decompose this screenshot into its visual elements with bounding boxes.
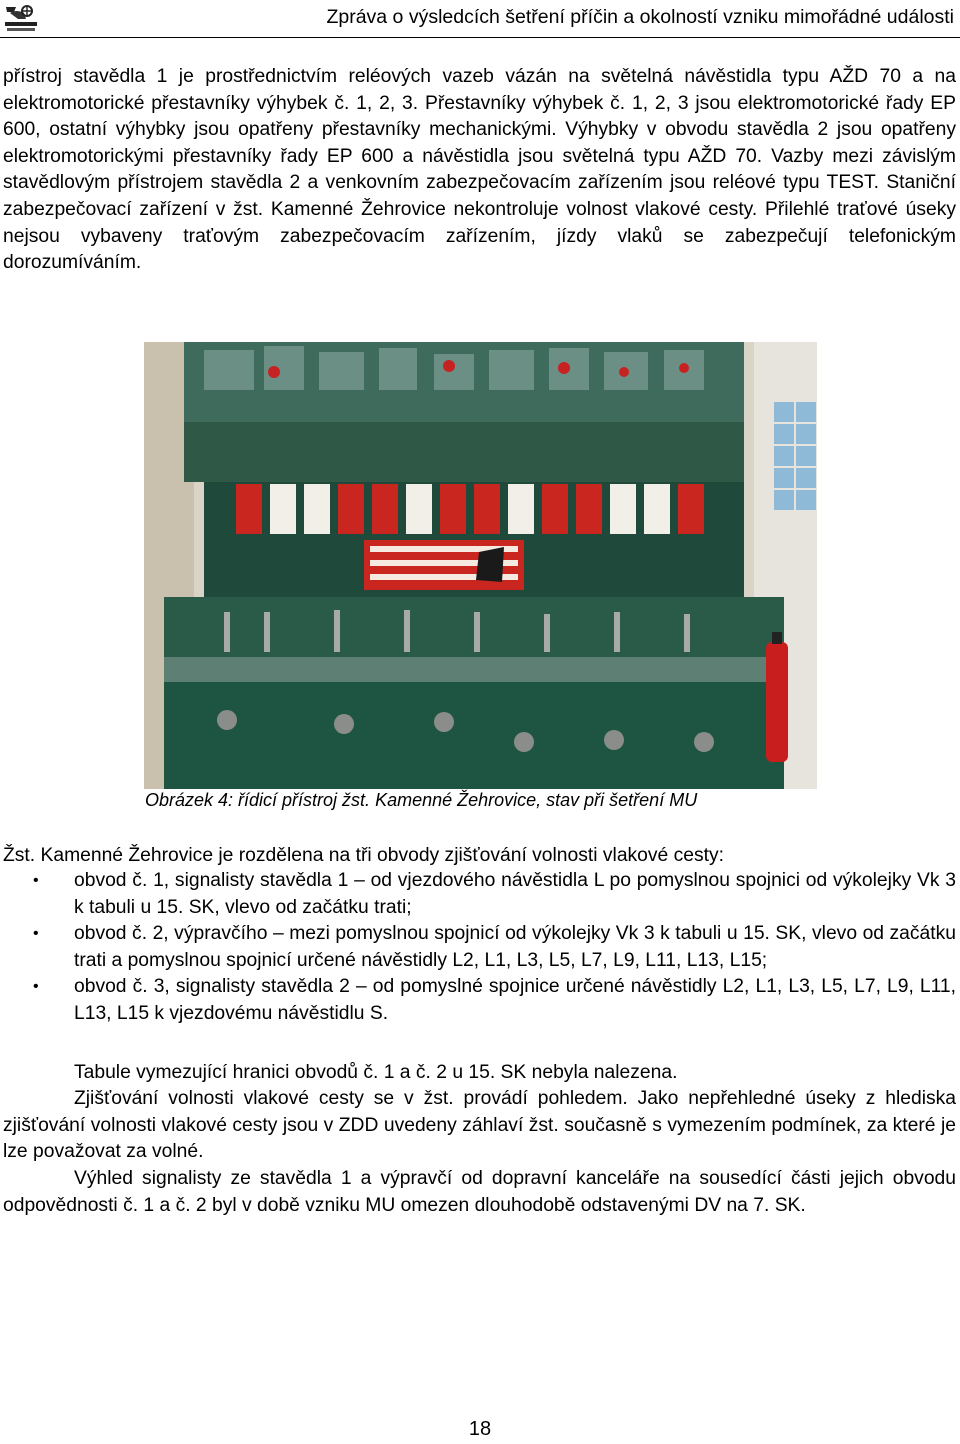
bullet-icon: • [33,978,39,996]
control-panel-illustration [144,342,817,789]
control-panel-photo [144,342,817,789]
circuits-intro: Žst. Kamenné Žehrovice je rozdělena na tři obvody zjišťování volnosti vlakové cesty: [3,845,724,866]
paragraph-signalling-equipment: přístroj stavědla 1 je prostřednictvím reléových vazeb vázán na světelná návěstidla typu AŽD 70 a na elektromotorické přestavníky výhybek č. 1, 2, 3. Přestavníky výhybek č. 1, 2, 3 jsou elektromotorické řady EP 600, ostatní výhybky jsou opatřeny přestavníky mechanickými. Výhybky v obvodu stavědla 2 jsou opatřeny elektromotorickými přestavníky řady EP 600 a návěstidla jsou světelná typu AŽD 70. Vazby mezi závislým stavědlovým přístrojem stavědla 2 a venkovním zabezpečovacím zařízením jsou reléové typu TEST. Staniční zabezpečovací zařízení v žst. Kamenné Žehrovice nekontroluje volnost vlakové cesty. Přilehlé traťové úseky nejsou vybaveny traťovým zabezpečovacím zařízením, jízdy vlaků se zabezpečují telefonickým dorozumíváním. [3,66,956,274]
header-title: Zpráva o výsledcích šetření příčin a okolností vzniku mimořádné události [326,6,954,28]
page-header [0,0,960,40]
paragraph-view-limitation: Výhled signalisty ze stavědla 1 a výpravčí od dopravní kanceláře na sousedící části jejich obvodu odpovědnosti č. 1 a č. 2 byl v době vzniku MU omezen dlouhodobě odstavenými DV na 7. SK. [3,1168,956,1216]
bullet-icon: • [33,925,39,943]
circuits-list [0,868,956,1028]
page-number: 18 [468,1418,492,1440]
list-item-text: obvod č. 1, signalisty stavědla 1 – od vjezdového návěstidla L po pomyslnou spojnici od výkolejky Vk 3 k tabuli u 15. SK, vlevo od začátku trati; [74,870,956,918]
bullet-icon: • [33,872,39,889]
list-item [0,868,956,921]
paragraph-visibility-check: Zjišťování volnosti vlakové cesty se v žst. provádí pohledem. Jako nepřehledné úseky z hlediska zjišťování volnosti vlakové cesty jsou v ZDD uvedeny záhlaví žst. současně s vymezením podmínek, za které je lze považovat za volné. [3,1088,956,1163]
figure-caption: Obrázek 4: řídicí přístroj žst. Kamenné Žehrovice, stav při šetření MU [145,790,698,810]
list-item-text: obvod č. 3, signalisty stavědla 2 – od pomyslné spojnice určené návěstidly L2, L1, L3, L5, L7, L9, L11, L13, L15 k vjezdovému návěstidlu S. [74,976,956,1024]
railway-inspection-logo-icon [2,3,40,34]
list-item-text: obvod č. 2, výpravčího – mezi pomyslnou spojnicí od výkolejky Vk 3 k tabuli u 15. SK, vlevo od začátku trati a pomyslnou spojnicí určené návěstidly L2, L1, L3, L5, L7, L9, L11, L13, L15; [74,923,956,971]
header-divider [0,37,960,38]
list-item [0,974,956,1027]
boundary-sign-note: Tabule vymezující hranici obvodů č. 1 a č. 2 u 15. SK nebyla nalezena. [74,1062,678,1083]
list-item [0,921,956,974]
